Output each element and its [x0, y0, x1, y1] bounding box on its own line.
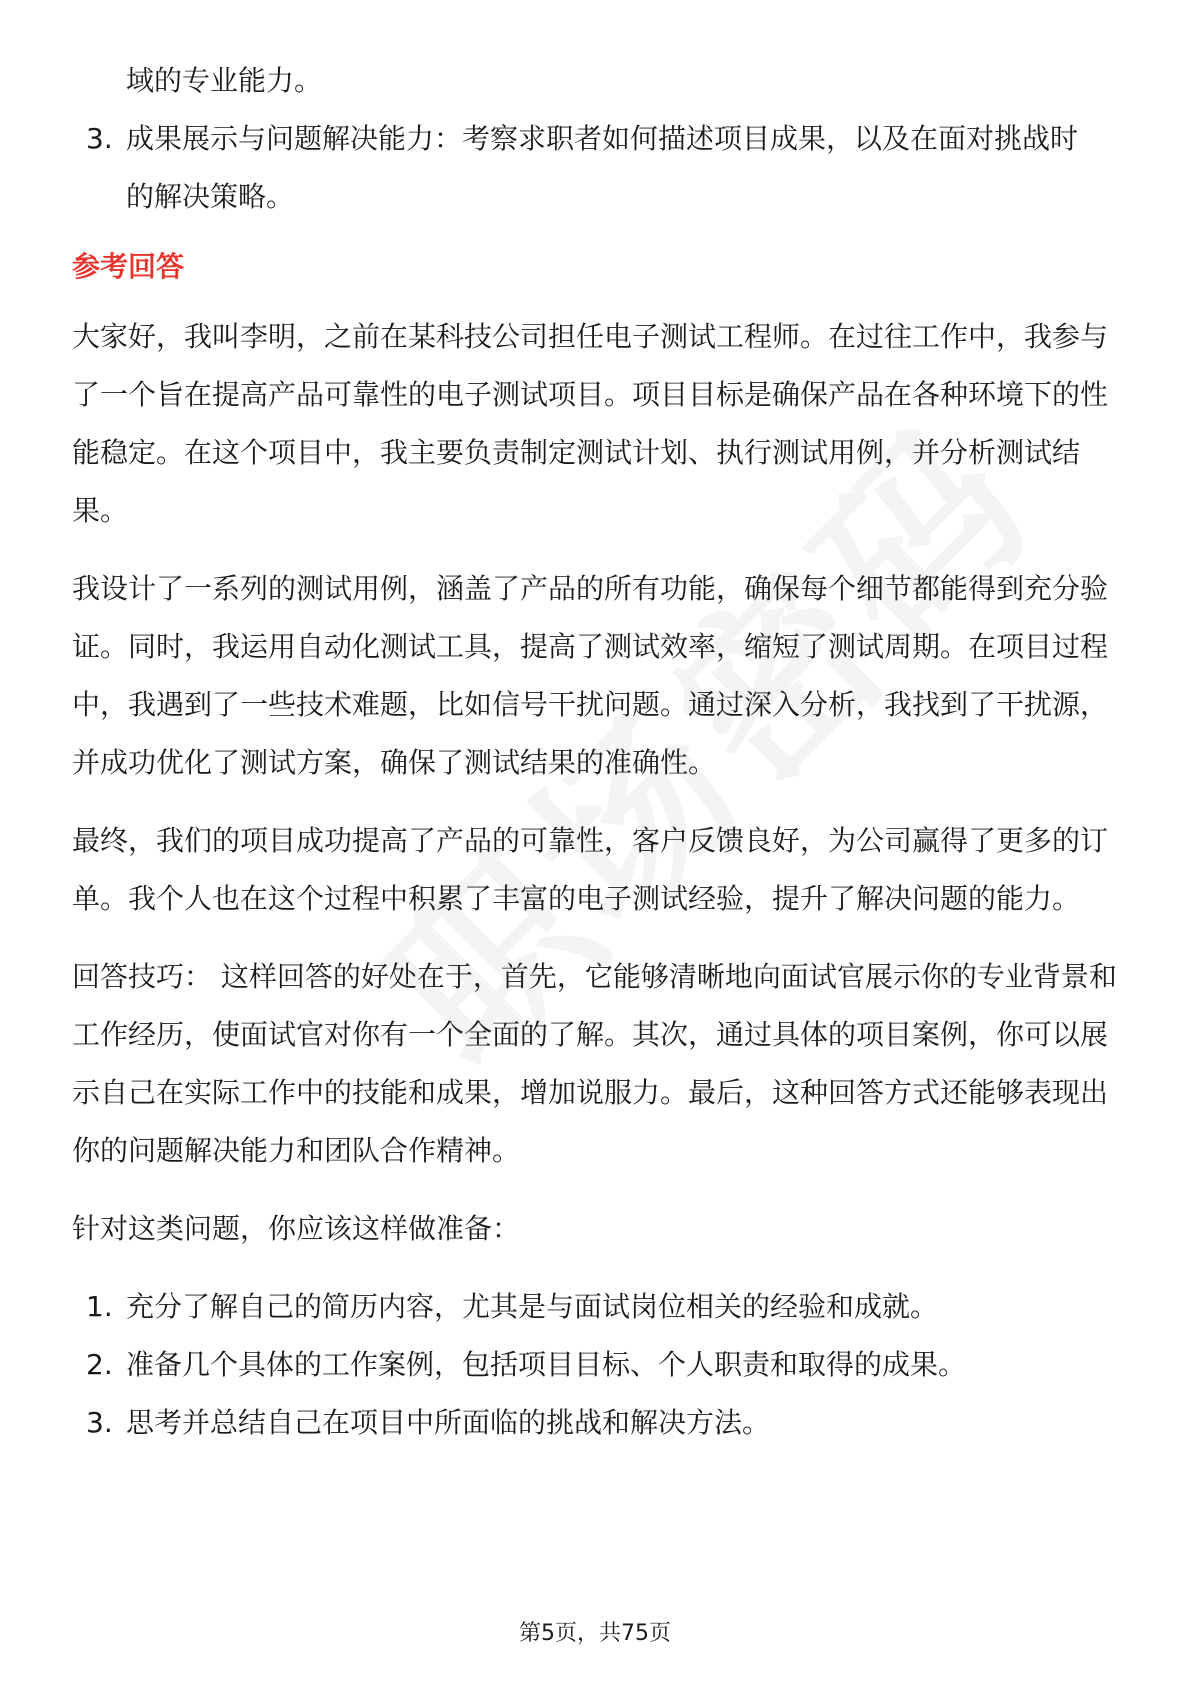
- section-heading: 参考回答: [72, 250, 185, 283]
- list-item-text: 准备几个具体的工作案例，包括项目目标、个人职责和取得的成果。: [126, 1348, 967, 1381]
- answer-paragraph-2: 我设计了一系列的测试用例，涵盖了产品的所有功能，确保每个细节都能得到充分验证。同时，我运用自动化测试工具，提高了测试效率，缩短了测试周期。在项目过程中，我遇到了一些技术难题，比如信号干扰问题。通过深入分析，我找到了干扰源，并成功优化了测试方案，确保了测试结果的准确性。: [72, 572, 1109, 779]
- criteria-list: [72, 110, 1122, 226]
- list-item: [72, 1394, 1122, 1452]
- list-item-text: 思考并总结自己在项目中所面临的挑战和解决方法。: [126, 1406, 771, 1439]
- list-item-text-cont: 的解决策略。: [126, 180, 295, 213]
- page-footer: 第5页，共75页: [519, 1621, 671, 1646]
- answer-paragraph-3: 最终，我们的项目成功提高了产品的可靠性，客户反馈良好，为公司赢得了更多的订单。我个人也在这个过程中积累了丰富的电子测试经验，提升了解决问题的能力。: [72, 824, 1109, 915]
- list-number: 3.: [86, 1406, 113, 1439]
- prep-list: [72, 1278, 1122, 1452]
- list-number: 3.: [86, 122, 113, 155]
- prep-intro: 针对这类问题，你应该这样做准备：: [72, 1212, 521, 1245]
- list-item-text: 成果展示与问题解决能力：考察求职者如何描述项目成果，以及在面对挑战时: [126, 122, 1079, 155]
- list-number: 1.: [86, 1290, 113, 1323]
- tips-paragraph: 回答技巧： 这样回答的好处在于，首先，它能够清晰地向面试官展示你的专业背景和工作经历，使面试官对你有一个全面的了解。其次，通过具体的项目案例，你可以展示自己在实际工作中的技能和成果，增加说服力。最后，这种回答方式还能够表现出你的问题解决能力和团队合作精神。: [72, 960, 1117, 1167]
- list-item: [72, 1278, 1122, 1336]
- page-content: [72, 52, 1122, 1452]
- list-item-text: 充分了解自己的简历内容，尤其是与面试岗位相关的经验和成就。: [126, 1290, 939, 1323]
- list-number: 2.: [86, 1348, 113, 1381]
- answer-paragraph-1: 大家好，我叫李明，之前在某科技公司担任电子测试工程师。在过往工作中，我参与了一个旨在提高产品可靠性的电子测试项目。项目目标是确保产品在各种环境下的性能稳定。在这个项目中，我主要负责制定测试计划、执行测试用例，并分析测试结果。: [72, 320, 1109, 527]
- list-item: [72, 1336, 1122, 1394]
- list-item-continuation: 域的专业能力。: [126, 64, 323, 97]
- list-item: [72, 110, 1122, 226]
